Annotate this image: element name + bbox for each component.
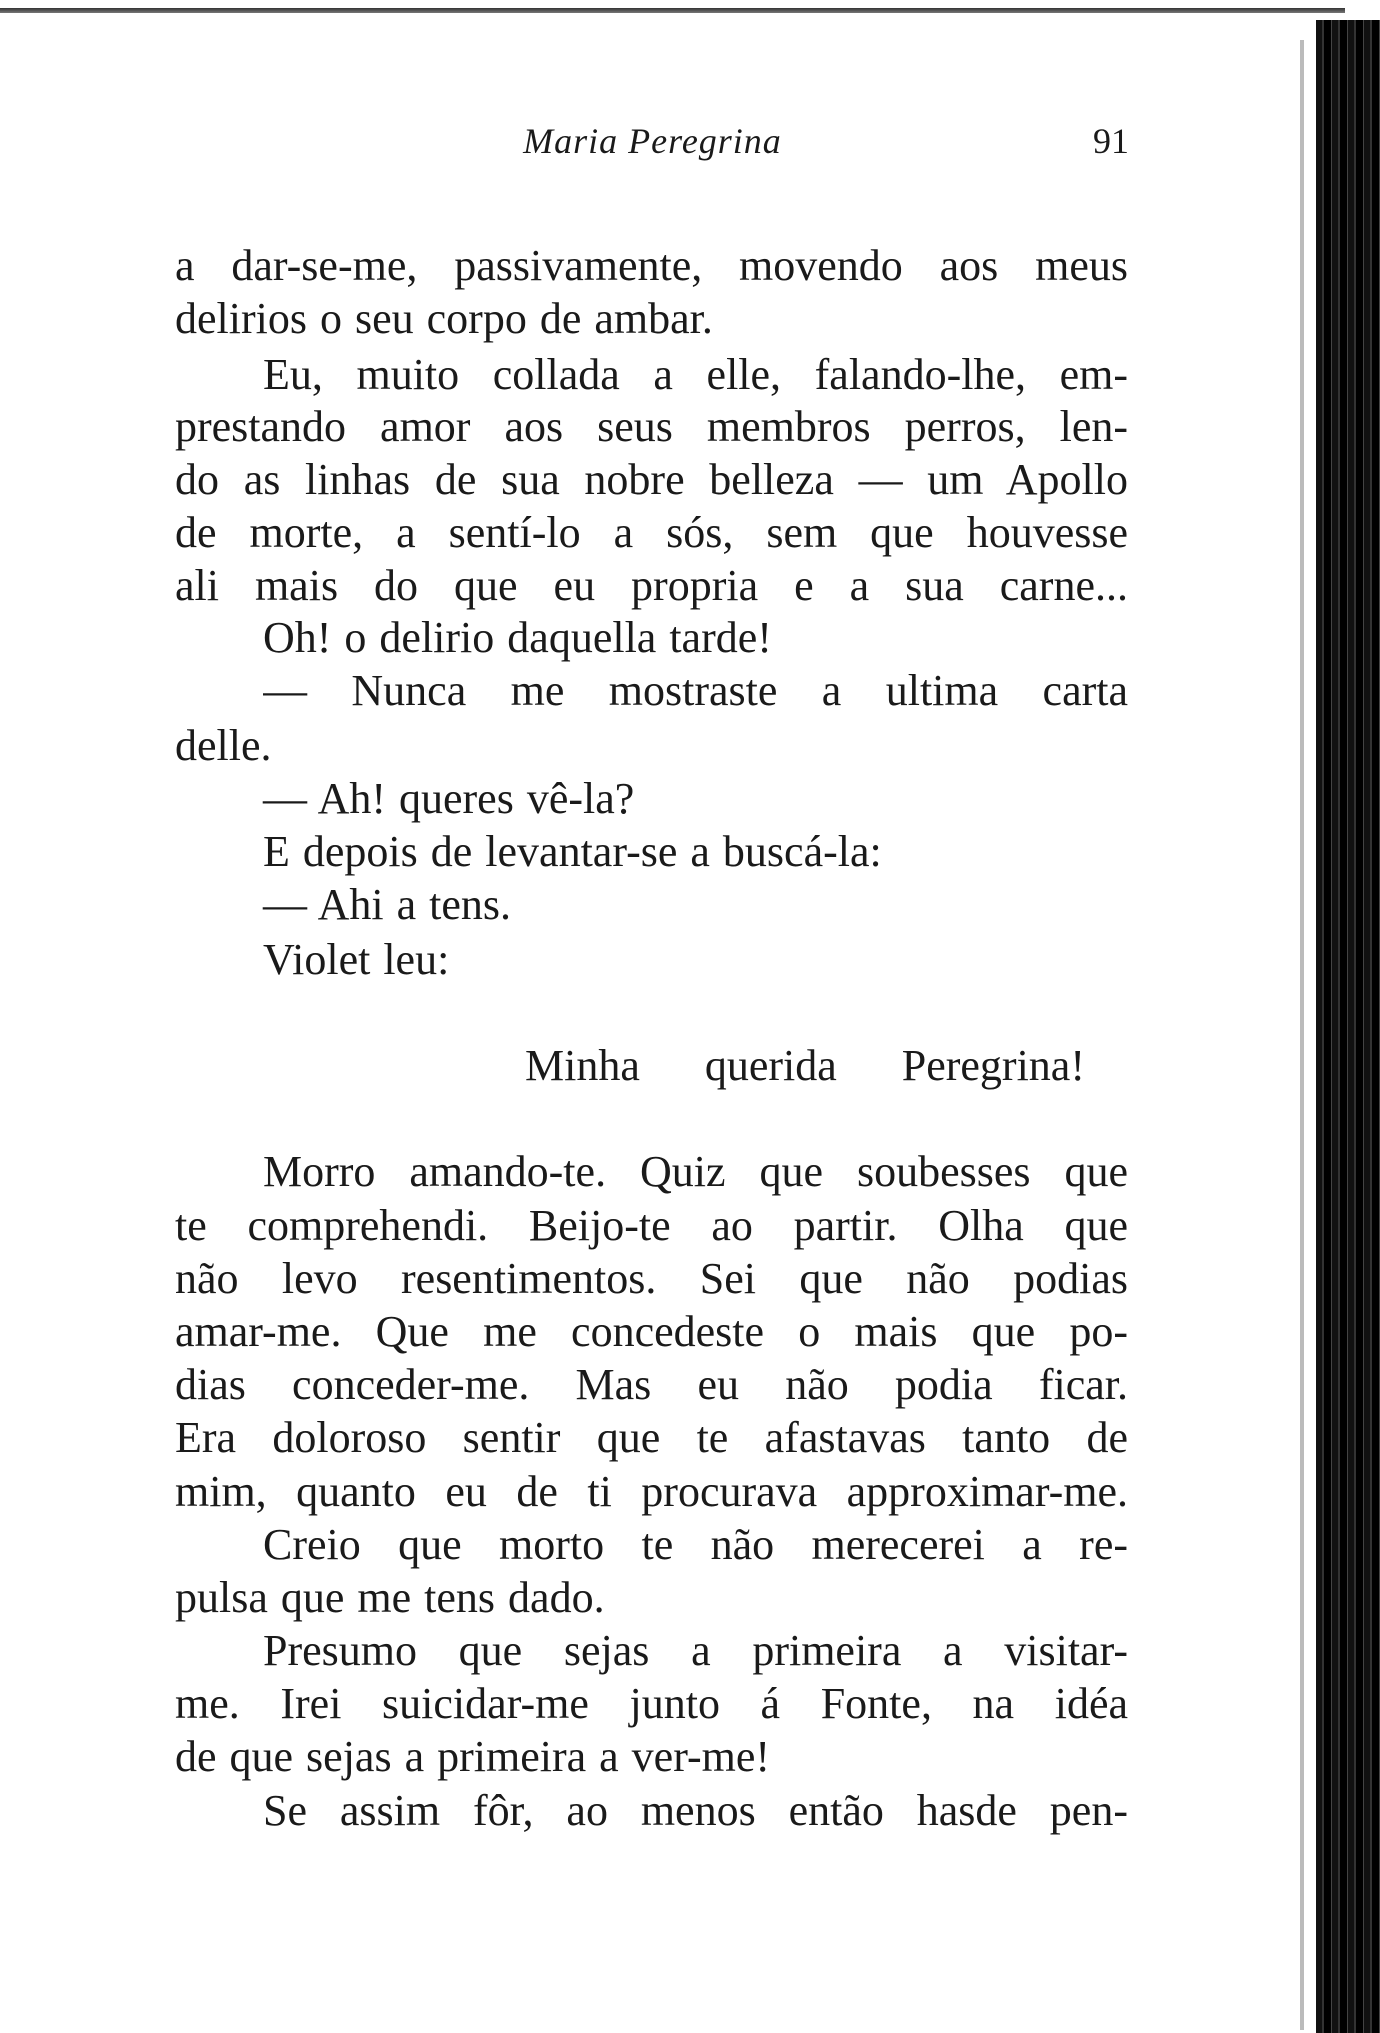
letter-line: Presumo que sejas a primeira a visitar- [263,1626,1128,1675]
text-line: prestando amor aos seus membros perros, len- [175,402,1128,451]
letter-line: dias conceder-me. Mas eu não podia ficar. [175,1360,1128,1409]
text-line: do as linhas de sua nobre belleza — um Apollo [175,455,1128,504]
letter-line: amar-me. Que me concedeste o mais que po- [175,1307,1128,1356]
letter-line: Morro amando-te. Quiz que soubesses que [263,1147,1128,1196]
page-number: 91 [1093,121,1129,161]
letter-line: me. Irei suicidar-me junto á Fonte, na idéa [175,1679,1128,1728]
text-line: a dar-se-me, passivamente, movendo aos meus [175,241,1128,290]
letter-line: mim, quanto eu de ti procurava approximar-me. [175,1467,1128,1516]
book-binding-edge [1316,20,1380,2033]
page-edge-shadow [1300,40,1304,2030]
text-line: Eu, muito collada a elle, falando-lhe, em- [263,350,1128,399]
letter-line: não levo resentimentos. Sei que não podias [175,1254,1128,1303]
text-line: — Ah! queres vê-la? [263,774,635,823]
text-line: E depois de levantar-se a buscá-la: [263,827,882,876]
text-line: de morte, a sentí-lo a sós, sem que houvesse [175,508,1128,557]
running-title: Maria Peregrina [523,121,782,161]
letter-line: pulsa que me tens dado. [175,1573,605,1622]
text-line: delirios o seu corpo de ambar. [175,294,713,343]
text-line: Oh! o delirio daquella tarde! [263,613,772,662]
letter-line: Se assim fôr, ao menos então hasde pen- [263,1786,1128,1835]
text-line: — Ahi a tens. [263,880,511,929]
letter-line: Creio que morto te não merecerei a re- [263,1520,1128,1569]
text-line: — Nunca me mostraste a ultima carta [263,666,1128,715]
letter-line: te comprehendi. Beijo-te ao partir. Olha que [175,1201,1128,1250]
text-line: delle. [175,721,272,770]
page-top-edge [0,8,1345,13]
letter-line: Era doloroso sentir que te afastavas tanto de [175,1413,1128,1462]
letter-salutation: Minha querida Peregrina! [525,1041,1085,1090]
text-line: Violet leu: [263,935,450,984]
letter-line: de que sejas a primeira a ver-me! [175,1732,771,1781]
text-line: ali mais do que eu propria e a sua carne... [175,561,1128,610]
